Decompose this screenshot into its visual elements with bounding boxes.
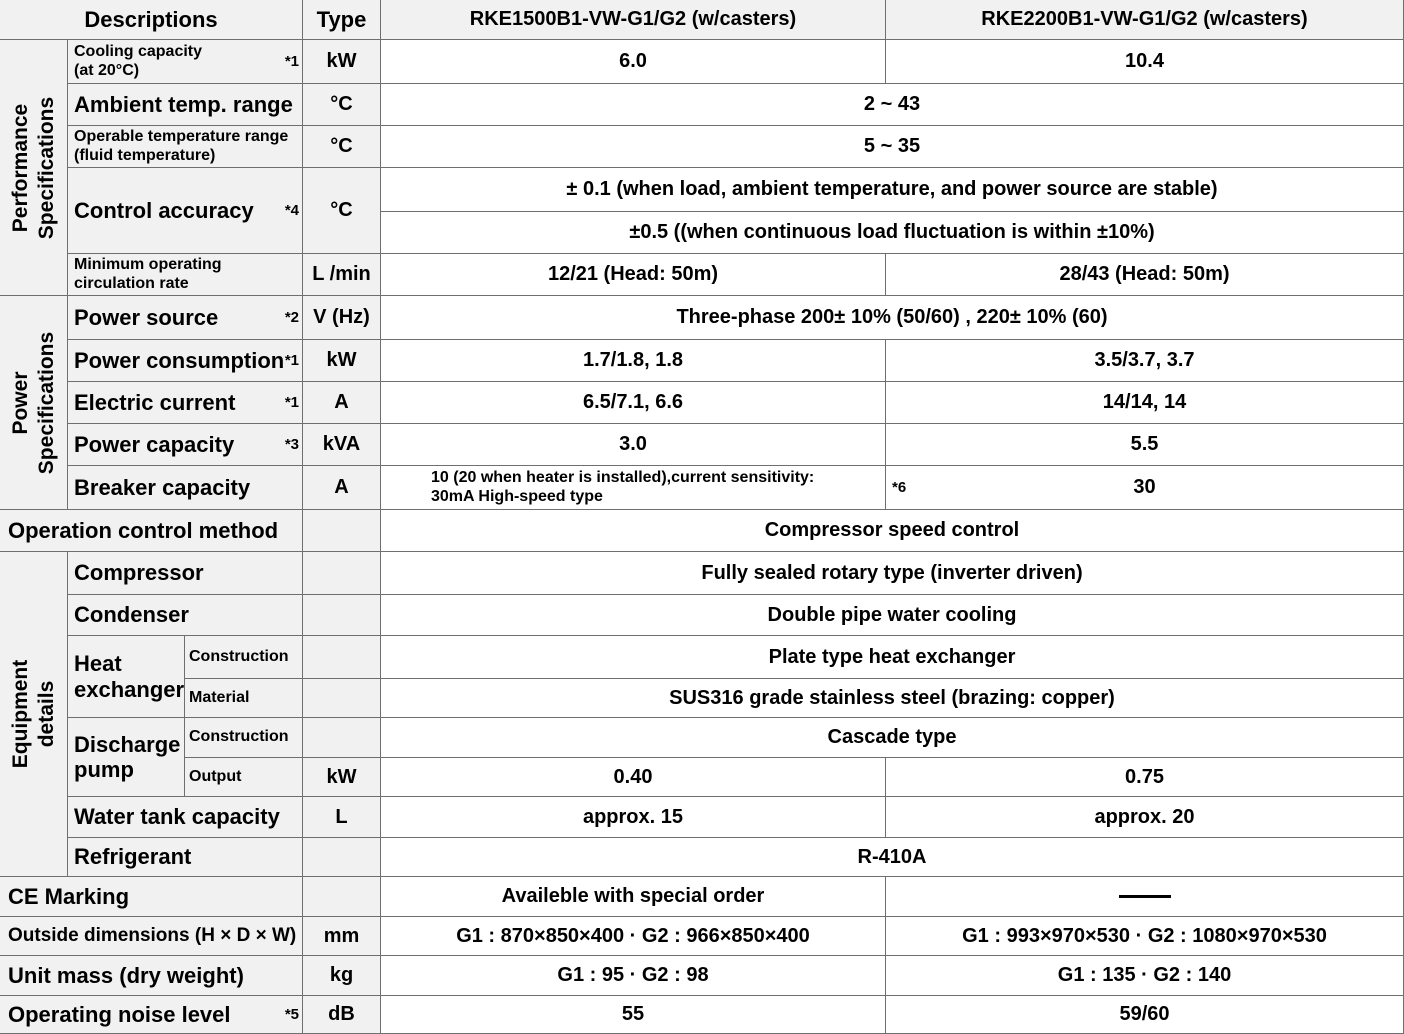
pump-construction-value: Cascade type — [381, 718, 1404, 758]
row-current-label: Electric current *1 — [68, 382, 303, 424]
group-performance: Performance Specifications — [0, 40, 68, 296]
row-circulation-unit: L /min — [303, 254, 381, 296]
heat-exchanger-construction-label: Construction — [185, 636, 303, 679]
row-power-source-unit: V (Hz) — [303, 296, 381, 340]
pump-output-value-b: 0.75 — [886, 758, 1404, 797]
row-power-consumption-value-b: 3.5/3.7, 3.7 — [886, 340, 1404, 382]
row-operable-value: 5 ~ 35 — [381, 126, 1404, 168]
row-compressor-label: Compressor — [68, 552, 303, 595]
header-model-a: RKE1500B1-VW-G1/G2 (w/casters) — [381, 0, 886, 40]
row-refrigerant-value: R-410A — [381, 838, 1404, 877]
row-power-capacity-unit: kVA — [303, 424, 381, 466]
row-operation-unit — [303, 510, 381, 552]
row-ambient-unit: °C — [303, 84, 381, 126]
row-accuracy-value-2: ±0.5 ((when continuous load fluctuation is within ±10%) — [381, 212, 1404, 254]
row-operable-unit: °C — [303, 126, 381, 168]
note-marker: *2 — [284, 308, 299, 326]
row-ambient-label: Ambient temp. range — [68, 84, 303, 126]
row-compressor-value: Fully sealed rotary type (inverter driven) — [381, 552, 1404, 595]
row-noise-value-a: 55 — [381, 996, 886, 1034]
row-mass-value-a: G1 : 95 · G2 : 98 — [381, 956, 886, 996]
row-dimensions-value-a: G1 : 870×850×400 · G2 : 966×850×400 — [381, 917, 886, 956]
heat-exchanger-material-value: SUS316 grade stainless steel (brazing: copper) — [381, 679, 1404, 718]
row-breaker-value-a: 10 (20 when heater is installed),current sensitivity: 30mA High-speed type — [381, 466, 886, 510]
pump-output-label: Output — [185, 758, 303, 797]
row-condenser-value: Double pipe water cooling — [381, 595, 1404, 636]
row-circulation-label: Minimum operating circulation rate — [68, 254, 303, 296]
row-circulation-value-b: 28/43 (Head: 50m) — [886, 254, 1404, 296]
row-tank-value-a: approx. 15 — [381, 797, 886, 838]
row-ce-unit — [303, 877, 381, 917]
row-mass-label: Unit mass (dry weight) — [0, 956, 303, 996]
row-power-capacity-value-a: 3.0 — [381, 424, 886, 466]
row-breaker-label: Breaker capacity — [68, 466, 303, 510]
row-circulation-value-a: 12/21 (Head: 50m) — [381, 254, 886, 296]
pump-output-unit: kW — [303, 758, 381, 797]
note-marker: *5 — [284, 1005, 299, 1023]
row-tank-value-b: approx. 20 — [886, 797, 1404, 838]
group-equipment: Equipment details — [0, 552, 68, 877]
heat-exchanger-material-unit — [303, 679, 381, 718]
row-noise-value-b: 59/60 — [886, 996, 1404, 1034]
pump-construction-label: Construction — [185, 718, 303, 758]
row-breaker-value-b: *6 30 — [886, 466, 1404, 510]
row-condenser-label: Condenser — [68, 595, 303, 636]
heat-exchanger-construction-unit — [303, 636, 381, 679]
note-marker: *1 — [284, 351, 299, 369]
header-model-b: RKE2200B1-VW-G1/G2 (w/casters) — [886, 0, 1404, 40]
row-operation-value: Compressor speed control — [381, 510, 1404, 552]
row-power-capacity-value-b: 5.5 — [886, 424, 1404, 466]
row-current-value-b: 14/14, 14 — [886, 382, 1404, 424]
row-power-source-label: Power source *2 — [68, 296, 303, 340]
row-dimensions-value-b: G1 : 993×970×530 · G2 : 1080×970×530 — [886, 917, 1404, 956]
row-power-consumption-value-a: 1.7/1.8, 1.8 — [381, 340, 886, 382]
heat-exchanger-label: Heat exchanger — [68, 636, 185, 718]
row-power-source-value: Three-phase 200± 10% (50/60) , 220± 10% (60) — [381, 296, 1404, 340]
row-noise-label: Operating noise level *5 — [0, 996, 303, 1034]
row-accuracy-label: Control accuracy *4 — [68, 168, 303, 254]
row-condenser-unit — [303, 595, 381, 636]
row-mass-value-b: G1 : 135 · G2 : 140 — [886, 956, 1404, 996]
not-available-dash — [1119, 895, 1171, 898]
heat-exchanger-construction-value: Plate type heat exchanger — [381, 636, 1404, 679]
row-refrigerant-unit — [303, 838, 381, 877]
row-power-consumption-label: Power consumption *1 — [68, 340, 303, 382]
row-dimensions-unit: mm — [303, 917, 381, 956]
row-compressor-unit — [303, 552, 381, 595]
heat-exchanger-material-label: Material — [185, 679, 303, 718]
row-accuracy-unit: °C — [303, 168, 381, 254]
row-mass-unit: kg — [303, 956, 381, 996]
row-cooling-value-b: 10.4 — [886, 40, 1404, 84]
row-cooling-value-a: 6.0 — [381, 40, 886, 84]
row-power-consumption-unit: kW — [303, 340, 381, 382]
row-ce-value-a: Availeble with special order — [381, 877, 886, 917]
row-cooling-unit: kW — [303, 40, 381, 84]
note-marker: *3 — [284, 435, 299, 453]
row-dimensions-label: Outside dimensions (H × D × W) — [0, 917, 303, 956]
row-operation-label: Operation control method — [0, 510, 303, 552]
note-marker: *1 — [284, 52, 299, 70]
row-ambient-value: 2 ~ 43 — [381, 84, 1404, 126]
pump-construction-unit — [303, 718, 381, 758]
discharge-pump-label: Discharge pump — [68, 718, 185, 797]
row-operable-label: Operable temperature range (fluid temperature) — [68, 126, 303, 168]
note-marker: *6 — [892, 478, 907, 496]
row-breaker-unit: A — [303, 466, 381, 510]
row-noise-unit: dB — [303, 996, 381, 1034]
header-descriptions: Descriptions — [0, 0, 303, 40]
row-ce-label: CE Marking — [0, 877, 303, 917]
group-power: Power Specifications — [0, 296, 68, 510]
row-power-capacity-label: Power capacity *3 — [68, 424, 303, 466]
row-current-unit: A — [303, 382, 381, 424]
row-refrigerant-label: Refrigerant — [68, 838, 303, 877]
pump-output-value-a: 0.40 — [381, 758, 886, 797]
row-accuracy-value-1: ± 0.1 (when load, ambient temperature, and power source are stable) — [381, 168, 1404, 212]
row-current-value-a: 6.5/7.1, 6.6 — [381, 382, 886, 424]
header-type: Type — [303, 0, 381, 40]
row-tank-unit: L — [303, 797, 381, 838]
note-marker: *1 — [284, 393, 299, 411]
note-marker: *4 — [284, 201, 299, 219]
row-tank-label: Water tank capacity — [68, 797, 303, 838]
row-cooling-label: Cooling capacity (at 20°C) *1 — [68, 40, 303, 84]
row-ce-value-b — [886, 877, 1404, 917]
